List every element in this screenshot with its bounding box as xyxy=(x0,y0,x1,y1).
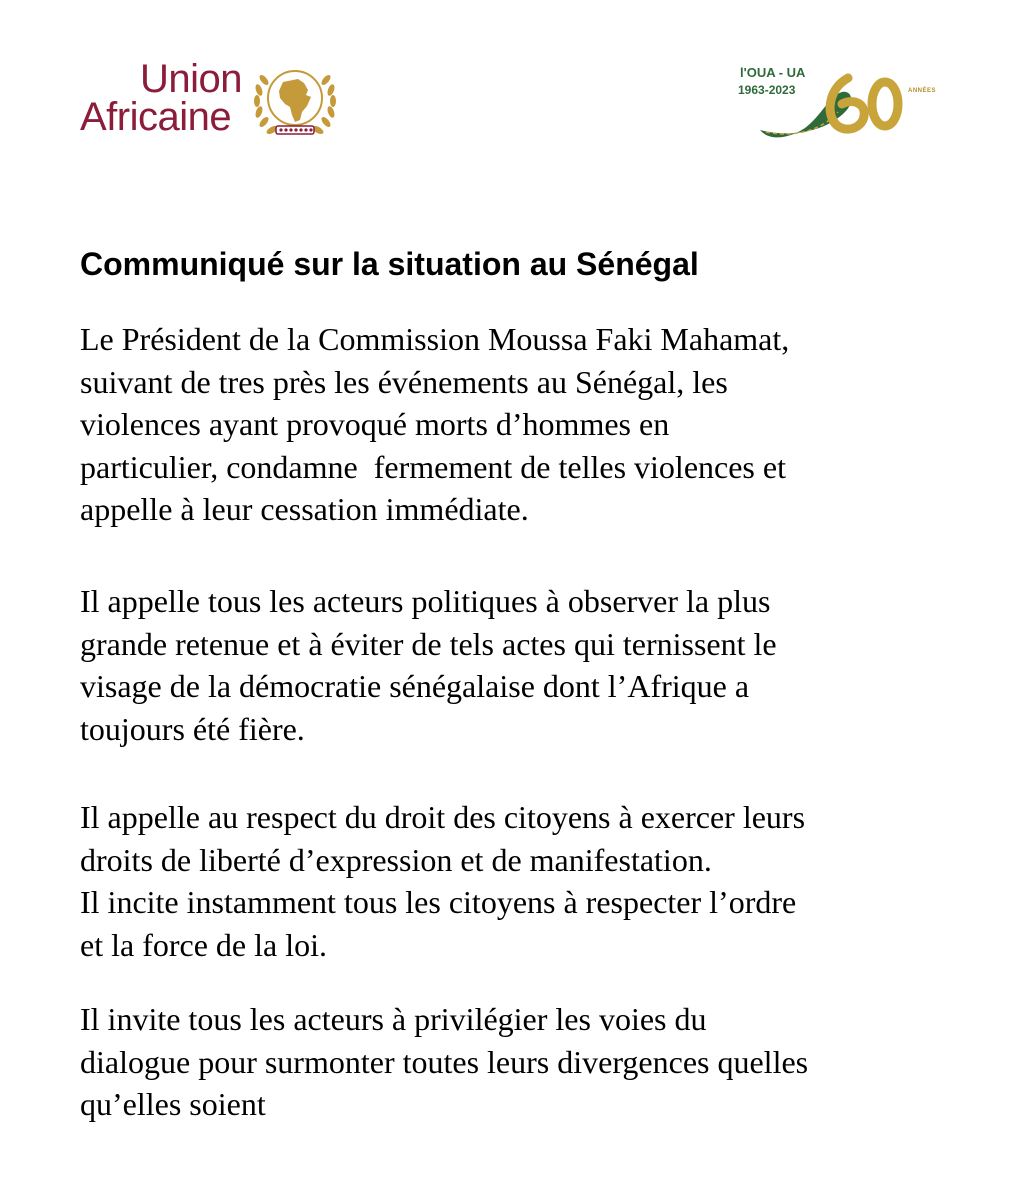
paragraph-rights xyxy=(80,796,980,966)
logo-word-union: Union xyxy=(140,57,243,101)
paragraph-line: et la force de la loi. xyxy=(80,926,327,963)
oua-years-range: 1963-2023 xyxy=(738,83,796,97)
african-union-emblem-icon xyxy=(250,60,340,144)
paragraph-line: toujours été fière. xyxy=(80,710,305,747)
paragraph-line: particulier, condamne fermement de telles violences et xyxy=(80,448,786,485)
paragraph-condemnation xyxy=(80,318,980,531)
paragraph-line: droits de liberté d’expression et de manifestation. xyxy=(80,841,712,878)
paragraph-line: Le Président de la Commission Moussa Faki Mahamat, xyxy=(80,321,790,357)
oua-ua-label: l'OUA - UA xyxy=(740,65,806,80)
paragraph-line: visage de la démocratie sénégalaise dont l’Afrique a xyxy=(80,668,750,704)
logo-word-africaine: Africaine xyxy=(80,95,232,139)
paragraph-line: dialogue pour surmonter toutes leurs divergences quelles xyxy=(80,1043,809,1080)
paragraph-line: appelle à leur cessation immédiate. xyxy=(80,491,529,527)
union-africaine-logo xyxy=(80,57,380,150)
paragraph-line: Il invite tous les acteurs à privilégier les voies du xyxy=(80,1001,707,1037)
oua-annees-tag: ANNÉES xyxy=(908,88,937,94)
union-africaine-wordmark xyxy=(80,57,243,139)
paragraph-line: qu’elles soient xyxy=(80,1086,266,1122)
paragraph-dialogue xyxy=(80,998,980,1126)
paragraph-line: suivant de tres près les événements au Sénégal, les xyxy=(80,363,728,400)
paragraph-line: violences ayant provoqué morts d’hommes en xyxy=(80,406,670,442)
communique-title: Communiqué sur la situation au Sénégal xyxy=(80,246,699,282)
oua-ua-60-years-logo xyxy=(730,60,950,150)
paragraph-line: grande retenue et à éviter de tels actes qui ternissent le xyxy=(80,625,777,662)
paragraph-line: Il appelle au respect du droit des citoyens à exercer leurs xyxy=(80,799,806,835)
paragraph-line: Il appelle tous les acteurs politiques à observer la plus xyxy=(80,583,771,619)
paragraph-line: Il incite instamment tous les citoyens à respecter l’ordre xyxy=(80,884,797,920)
paragraph-restraint xyxy=(80,580,980,750)
